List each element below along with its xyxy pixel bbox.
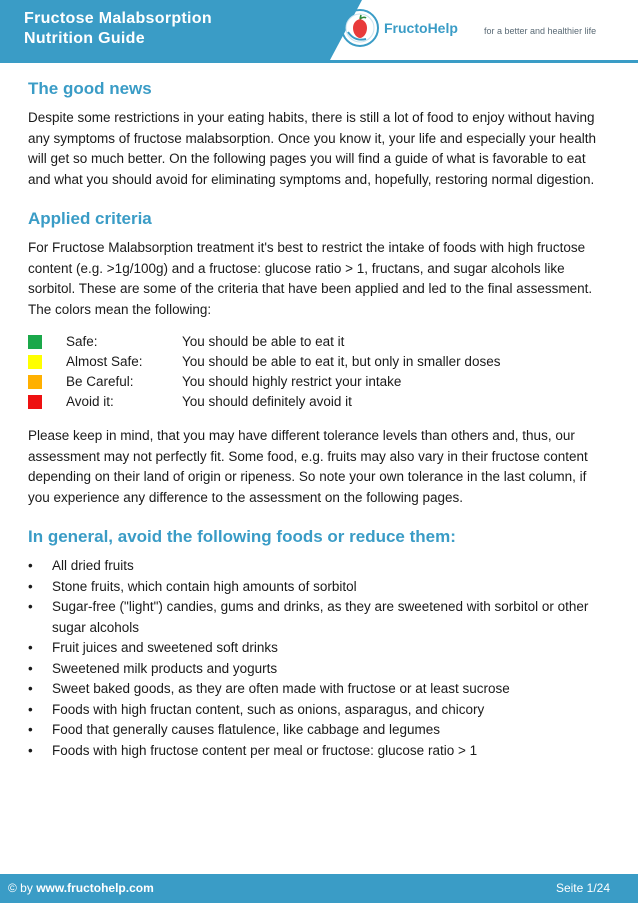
legend-row-be-careful — [28, 372, 608, 392]
list-item-text: Sweetened milk products and yogurts — [52, 660, 278, 676]
criteria-section — [28, 208, 608, 508]
list-item — [28, 577, 608, 598]
list-item-text: Stone fruits, which contain high amounts of sorbitol — [52, 578, 357, 594]
list-item — [28, 556, 608, 577]
copyright-text: © by — [8, 881, 33, 895]
list-item-text: Fruit juices and sweetened soft drinks — [52, 640, 278, 655]
list-item-text: Foods with high fructose content per meal or fructose: glucose ratio > 1 — [52, 742, 478, 758]
criteria-text: For Fructose Malabsorption treatment it's best to restrict the intake of foods with high fructose content (e.g. >1g/100g) and a fructose: glucose ratio > 1, fructans, and sugar alcohols like sorbitol. These are some of the criteria that have been applied and led to the final assessment. The colors mean the following: — [28, 240, 593, 317]
list-item — [28, 597, 608, 638]
avoid-foods-section — [28, 526, 608, 761]
avoid-foods-list — [28, 556, 608, 761]
list-item-text: All dried fruits — [52, 558, 134, 573]
list-item — [28, 720, 608, 741]
bullet-icon: • — [28, 578, 33, 594]
header-banner — [0, 0, 330, 60]
bullet-icon: • — [28, 722, 33, 737]
page-content — [28, 78, 608, 779]
almost-safe-color-swatch — [28, 355, 42, 369]
list-item — [28, 679, 608, 700]
brand-name-part-2: Help — [427, 20, 458, 36]
criteria-heading: Applied criteria — [28, 209, 152, 228]
brand-name-part-1: Fructo — [384, 20, 428, 36]
list-item-text: Sweet baked goods, as they are often made with fructose or at least sucrose — [52, 681, 510, 696]
page-number: Seite 1/24 — [555, 881, 610, 895]
bullet-icon: • — [28, 640, 33, 655]
website-link[interactable]: www.fructohelp.com — [36, 881, 154, 895]
bullet-icon: • — [28, 681, 33, 696]
be-careful-color-swatch — [28, 375, 42, 389]
legend-description: You should highly restrict your intake — [182, 374, 402, 389]
avoid-it-color-swatch — [28, 395, 42, 409]
legend-row-safe — [28, 332, 608, 352]
list-item-text: Sugar-free ("light") candies, gums and drinks, as they are sweetened with sorbitol or other sugar alcohols — [52, 599, 589, 635]
tolerance-note: Please keep in mind, that you may have different tolerance levels than others and, thus, our assessment may not perfectly fit. Some food, e.g. fruits may also vary in their fructose content depending on their land of origin or ripeness. So note your own tolerance in the last column, if you experience any difference to the assessment on the following pages. — [28, 428, 588, 505]
list-item — [28, 700, 608, 721]
title-line-1: Fructose Malabsorption — [24, 10, 212, 27]
legend-label: Safe: — [66, 334, 98, 349]
legend-description: You should be able to eat it, but only in smaller doses — [182, 354, 501, 369]
document-title — [24, 9, 212, 49]
safe-color-swatch — [28, 335, 42, 349]
list-item — [28, 741, 608, 762]
list-item-text: Food that generally causes flatulence, like cabbage and legumes — [52, 722, 440, 737]
good-news-text: Despite some restrictions in your eating habits, there is still a lot of food to enjoy without having any symptoms of fructose malabsorption. Once you know it, your life and especially your health will get so much better. On the following pages you will find a guide of what is favorable to eat and what you should avoid for eliminating symptoms and, hopefully, restoring normal digestion. — [28, 110, 597, 187]
footer-copyright — [8, 881, 154, 895]
list-item — [28, 659, 608, 680]
list-item-text: Foods with high fructan content, such as onions, asparagus, and chicory — [52, 701, 485, 717]
list-item — [28, 638, 608, 659]
legend-label: Avoid it: — [66, 394, 114, 409]
avoid-foods-heading: In general, avoid the following foods or reduce them: — [28, 527, 456, 546]
good-news-heading: The good news — [28, 79, 152, 98]
color-legend — [28, 332, 608, 412]
fructohelp-logo-icon — [340, 8, 380, 48]
brand-tagline: for a better and healthier life — [484, 26, 597, 36]
bullet-icon: • — [28, 558, 33, 573]
header-divider — [0, 60, 638, 63]
legend-row-almost-safe — [28, 352, 608, 372]
legend-label: Almost Safe: — [66, 354, 143, 369]
brand-name — [384, 20, 458, 36]
page-footer — [0, 874, 638, 903]
bullet-icon: • — [28, 660, 33, 676]
title-line-2: Nutrition Guide — [24, 30, 145, 47]
page-header — [0, 0, 638, 60]
good-news-section — [28, 78, 608, 190]
legend-description: You should be able to eat it — [182, 334, 345, 349]
bullet-icon: • — [28, 599, 33, 614]
bullet-icon: • — [28, 742, 33, 758]
legend-label: Be Careful: — [66, 374, 134, 389]
bullet-icon: • — [28, 701, 33, 717]
legend-row-avoid-it — [28, 392, 608, 412]
legend-description: You should definitely avoid it — [182, 394, 352, 409]
